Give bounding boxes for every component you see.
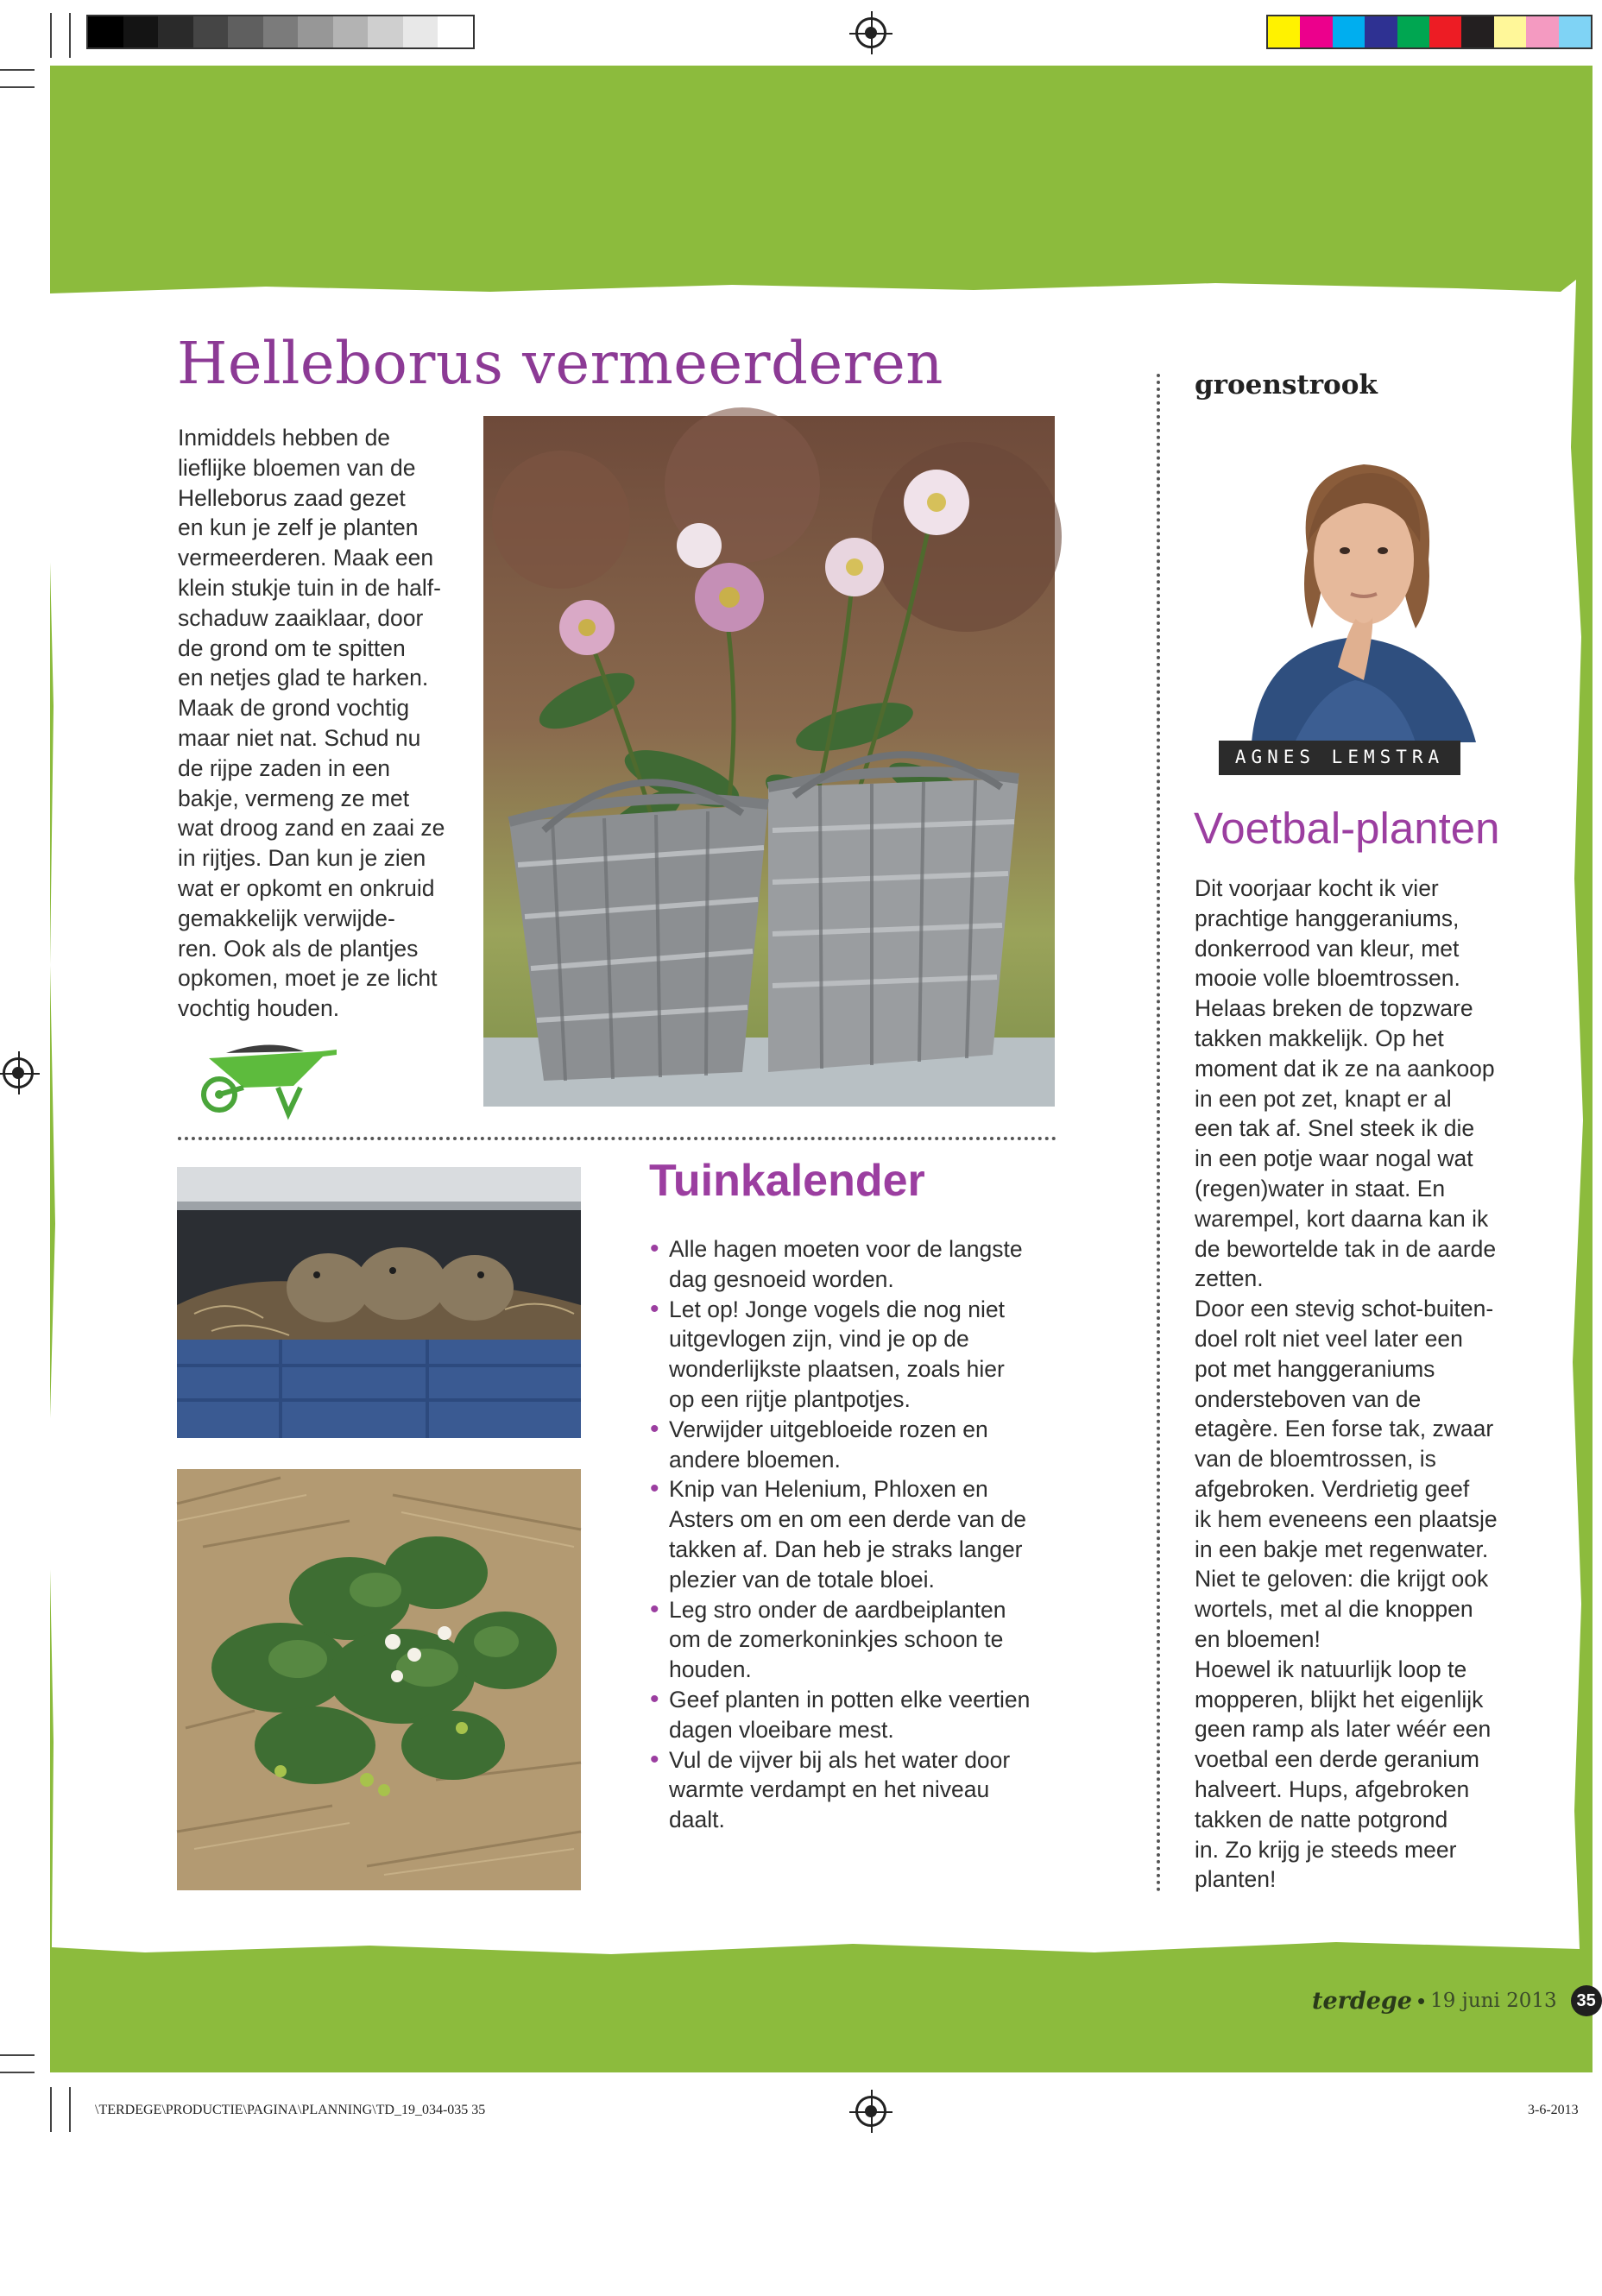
list-item-line: dagen vloeibare mest. [669, 1716, 894, 1743]
text-line: wat droog zand en zaai ze [178, 815, 445, 842]
text-line: afgebroken. Verdrietig geef [1195, 1475, 1470, 1502]
author-portrait [1226, 438, 1493, 742]
list-item-line: uitgevlogen zijn, vind je op de [669, 1326, 969, 1353]
text-line: en bloemen! [1195, 1625, 1321, 1652]
author-name-label: AGNES LEMSTRA [1219, 741, 1460, 775]
grey-swatch [368, 16, 403, 47]
color-swatch [1494, 16, 1526, 47]
color-swatch [1429, 16, 1461, 47]
section-divider [178, 1137, 1056, 1140]
registration-mark-icon [3, 1057, 34, 1088]
list-item-line: • Geef planten in potten elke veertien [669, 1686, 1031, 1713]
text-line: vochtig houden. [178, 995, 340, 1022]
text-line: Niet te geloven: die krijgt ook [1195, 1566, 1489, 1593]
column-body [1195, 874, 1540, 1895]
text-line: (regen)water in staat. En [1195, 1175, 1446, 1202]
text-line: ondersteboven van de [1195, 1385, 1422, 1412]
article-body [178, 423, 463, 1024]
text-line: in rijtjes. Dan kun je zien [178, 845, 426, 872]
text-line: doel rolt niet veel later een [1195, 1325, 1463, 1352]
list-item [650, 1745, 1064, 1835]
color-swatch [1268, 16, 1300, 47]
text-line: in een pot zet, knapt er al [1195, 1085, 1452, 1112]
list-item-line: andere bloemen. [669, 1446, 841, 1473]
text-line: vermeerderen. Maak een [178, 545, 434, 571]
color-swatch [1300, 16, 1332, 47]
color-swatch [1559, 16, 1591, 47]
list-item [650, 1474, 1064, 1594]
text-line: Hoewel ik natuurlijk loop te [1195, 1656, 1467, 1682]
text-line: en netjes glad te harken. [178, 665, 429, 691]
list-item-line: houden. [669, 1656, 752, 1683]
magazine-logo: terdege [1312, 1987, 1412, 2015]
tuinkalender-title: Tuinkalender [649, 1156, 925, 1206]
text-line: Dit voorjaar kocht ik vier [1195, 875, 1439, 901]
grey-swatch [123, 16, 159, 47]
list-item-line: daalt. [669, 1807, 725, 1833]
list-item-line: wonderlijkste plaatsen, zoals hier [669, 1356, 1005, 1383]
crop-mark [0, 86, 35, 88]
list-item [650, 1595, 1064, 1685]
crop-mark [0, 69, 35, 71]
text-line: in een bakje met regenwater. [1195, 1536, 1489, 1562]
grey-swatch [193, 16, 229, 47]
footer-separator: • [1417, 1987, 1426, 2014]
crop-mark [50, 2087, 52, 2132]
text-line: maar niet nat. Schud nu [178, 724, 421, 751]
text-line: bakje, vermeng ze met [178, 785, 410, 811]
text-line: etagère. Een forse tak, zwaar [1195, 1416, 1494, 1442]
helleborus-baskets-photo [483, 416, 1055, 1107]
tuinkalender-list [650, 1234, 1064, 1835]
text-line: prachtige hanggeraniums, [1195, 905, 1460, 931]
grey-swatch [88, 16, 123, 47]
list-item-line: warmte verdampt en het niveau [669, 1776, 990, 1803]
text-line: takken makkelijk. Op het [1195, 1025, 1444, 1051]
text-line: de bewortelde tak in de aarde [1195, 1235, 1497, 1262]
crop-mark [69, 13, 71, 58]
list-item-line: plezier van de totale bloei. [669, 1566, 935, 1593]
list-item-line: om de zomerkoninkjes schoon te [669, 1626, 1004, 1653]
text-line: mopperen, blijkt het eigenlijk [1195, 1686, 1484, 1713]
list-item-line: Asters om en om een derde van de [669, 1506, 1026, 1533]
text-line: de rijpe zaden in een [178, 754, 391, 781]
list-item-line: • Vul de vijver bij als het water door [669, 1746, 1011, 1773]
grey-swatch [263, 16, 299, 47]
issue-date: 19 juni 2013 [1430, 1990, 1557, 2012]
column-divider [1157, 374, 1160, 1893]
color-swatch [1397, 16, 1429, 47]
list-item [650, 1685, 1064, 1745]
text-line: wat er opkomt en onkruid [178, 874, 435, 901]
text-line: wortels, met al die knoppen [1195, 1596, 1473, 1623]
text-line: schaduw zaaiklaar, door [178, 604, 424, 631]
list-item-line: • Leg stro onder de aardbeiplanten [669, 1596, 1006, 1623]
text-line: warempel, kort daarna kan ik [1195, 1205, 1489, 1232]
color-swatch [1365, 16, 1397, 47]
text-line: Helaas breken de topzware [1195, 995, 1473, 1022]
text-line: pot met hanggeraniums [1195, 1355, 1435, 1382]
list-item-line: takken af. Dan heb je straks langer [669, 1536, 1023, 1562]
list-item-line: op een rijtje plantpotjes. [669, 1385, 911, 1412]
text-line: en kun je zelf je planten [178, 514, 419, 541]
text-line: lieflijke bloemen van de [178, 454, 416, 481]
color-swatch [1526, 16, 1558, 47]
text-line: mooie volle bloemtrossen. [1195, 965, 1460, 992]
list-item-line: • Verwijder uitgebloeide rozen en [669, 1416, 988, 1442]
print-file-path: \TERDEGE\PRODUCTIE\PAGINA\PLANNING\TD_19_034-035 35 [95, 2103, 486, 2117]
text-line: moment dat ik ze na aankoop [1195, 1055, 1495, 1082]
text-line: planten! [1195, 1866, 1277, 1893]
list-item [650, 1415, 1064, 1475]
print-date: 3-6-2013 [1528, 2103, 1579, 2117]
text-line: opkomen, moet je ze licht [178, 965, 438, 992]
list-item [650, 1295, 1064, 1415]
section-label: groenstrook [1195, 369, 1378, 401]
text-line: Inmiddels hebben de [178, 425, 391, 451]
column-title: Voetbal-planten [1194, 804, 1500, 853]
page-footer [1312, 1985, 1602, 2016]
text-line: voetbal een derde geranium [1195, 1746, 1480, 1773]
text-line: van de bloemtrossen, is [1195, 1446, 1436, 1473]
crop-mark [0, 2054, 35, 2056]
list-item [650, 1234, 1064, 1295]
color-calibration-bar [1266, 15, 1593, 49]
registration-mark-icon [855, 2096, 886, 2127]
crop-mark [0, 2072, 35, 2073]
crop-mark [69, 2087, 71, 2132]
grey-swatch [158, 16, 193, 47]
text-line: Door een stevig schot-buiten- [1195, 1296, 1494, 1322]
text-line: gemakkelijk verwijde- [178, 905, 395, 931]
text-line: in. Zo krijg je steeds meer [1195, 1836, 1457, 1863]
list-item-line: • Let op! Jonge vogels die nog niet [669, 1296, 1005, 1322]
text-line: halveert. Hups, afgebroken [1195, 1776, 1470, 1802]
text-line: Maak de grond vochtig [178, 695, 410, 722]
text-line: ren. Ook als de plantjes [178, 935, 419, 962]
wheelbarrow-icon [192, 1034, 345, 1119]
text-line: geen ramp als later wéér een [1195, 1716, 1492, 1743]
text-line: zetten. [1195, 1265, 1264, 1292]
list-item-line: • Knip van Helenium, Phloxen en [669, 1476, 988, 1503]
grey-calibration-bar [86, 15, 475, 49]
text-line: de grond om te spitten [178, 634, 406, 661]
page-number: 35 [1571, 1985, 1602, 2016]
text-line: een tak af. Snel steek ik die [1195, 1115, 1475, 1142]
registration-mark-icon [855, 17, 886, 48]
text-line: ik hem eveneens een plaatsje [1195, 1505, 1498, 1532]
list-item-line: • Alle hagen moeten voor de langste [669, 1236, 1023, 1262]
grey-swatch [333, 16, 369, 47]
text-line: takken de natte potgrond [1195, 1806, 1448, 1832]
text-line: Helleborus zaad gezet [178, 484, 406, 511]
text-line: klein stukje tuin in de half- [178, 574, 441, 601]
color-swatch [1461, 16, 1493, 47]
young-birds-photo [177, 1167, 581, 1438]
article-title: Helleborus vermeerderen [177, 330, 943, 397]
crop-mark [50, 13, 52, 58]
grey-swatch [298, 16, 333, 47]
grey-swatch [403, 16, 438, 47]
grey-swatch [438, 16, 473, 47]
text-line: in een potje waar nogal wat [1195, 1145, 1473, 1172]
color-swatch [1333, 16, 1365, 47]
list-item-line: dag gesnoeid worden. [669, 1265, 894, 1292]
grey-swatch [228, 16, 263, 47]
strawberry-plants-photo [177, 1469, 581, 1890]
text-line: donkerrood van kleur, met [1195, 935, 1460, 962]
